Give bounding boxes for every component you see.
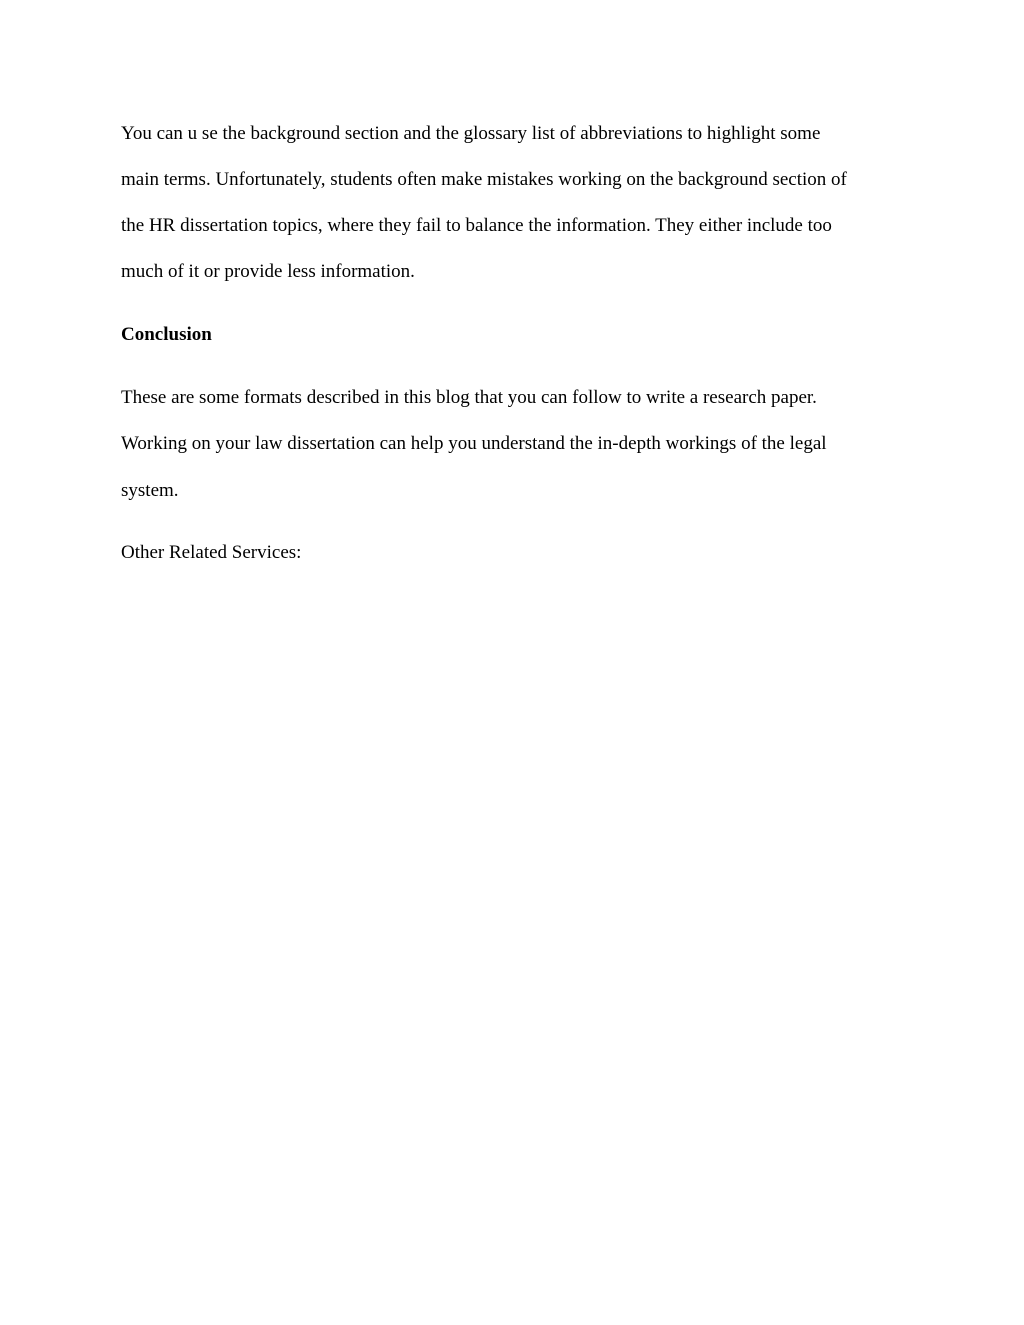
paragraph-line: You can u se the background section and the glossary list of abbreviations to highlight some xyxy=(121,123,821,144)
paragraph-line: Working on your law dissertation can help you understand the in-depth workings of the legal xyxy=(121,433,827,454)
paragraph-line: system. xyxy=(121,480,179,501)
paragraph-line: These are some formats described in this blog that you can follow to write a research paper. xyxy=(121,387,817,408)
paragraph-line: the HR dissertation topics, where they fail to balance the information. They either include too xyxy=(121,215,832,236)
related-services-label: Other Related Services: xyxy=(121,542,302,563)
paragraph-line: much of it or provide less information. xyxy=(121,261,415,282)
section-heading: Conclusion xyxy=(121,324,212,345)
paragraph-line: main terms. Unfortunately, students often make mistakes working on the background section of xyxy=(121,169,847,190)
